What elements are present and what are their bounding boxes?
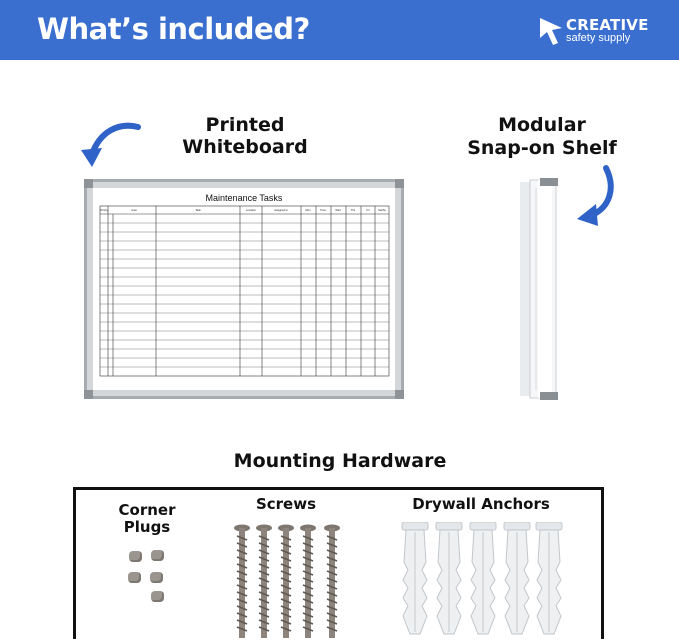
logo-arrow-icon (538, 14, 564, 46)
drywall-anchors-label: Drywall Anchors (412, 495, 550, 513)
logo-text-primary: CREATIVE (566, 16, 649, 34)
hardware-box (73, 487, 604, 639)
logo-text-secondary: safety supply (566, 32, 631, 44)
col-header: Tues (320, 209, 326, 212)
corner-plug (151, 591, 164, 602)
col-header: Sat/Su (378, 209, 386, 212)
col-header: Mon (305, 209, 311, 212)
corner-plug (129, 551, 142, 562)
corner-plugs-label-line1: Corner (118, 501, 176, 519)
corner-plug (150, 572, 163, 583)
shelf-label-line2: Snap-on Shelf (467, 137, 617, 159)
page-title: What’s included? (37, 12, 310, 46)
screws-image (232, 524, 348, 642)
curved-arrow-icon (78, 122, 142, 170)
shelf-label (462, 114, 622, 160)
col-header: Task (195, 209, 201, 212)
col-header: Thu (350, 209, 356, 212)
col-header: Area (131, 209, 137, 212)
screws-label: Screws (255, 495, 317, 513)
header-banner (0, 0, 679, 60)
whiteboard-label: Printed Whiteboard (182, 114, 308, 158)
whiteboard-image (84, 179, 404, 399)
col-header: Location (246, 209, 256, 212)
col-header: Assigned to (274, 209, 288, 212)
col-header: Priority (99, 209, 109, 212)
whiteboard-title: Maintenance Tasks (205, 193, 283, 203)
snap-on-shelf-image (516, 178, 560, 400)
col-header: Wed (335, 209, 341, 212)
corner-plugs-label-line2: Plugs (123, 518, 171, 536)
mounting-hardware-title: Mounting Hardware (233, 450, 447, 472)
brand-logo (538, 14, 668, 48)
shelf-label-line1: Modular (498, 114, 586, 136)
drywall-anchors-image (398, 522, 566, 642)
col-header: Fri (366, 209, 370, 212)
curved-arrow-icon (574, 164, 620, 228)
corner-plug (151, 550, 164, 561)
corner-plugs-label (112, 502, 182, 536)
corner-plug (128, 572, 141, 583)
